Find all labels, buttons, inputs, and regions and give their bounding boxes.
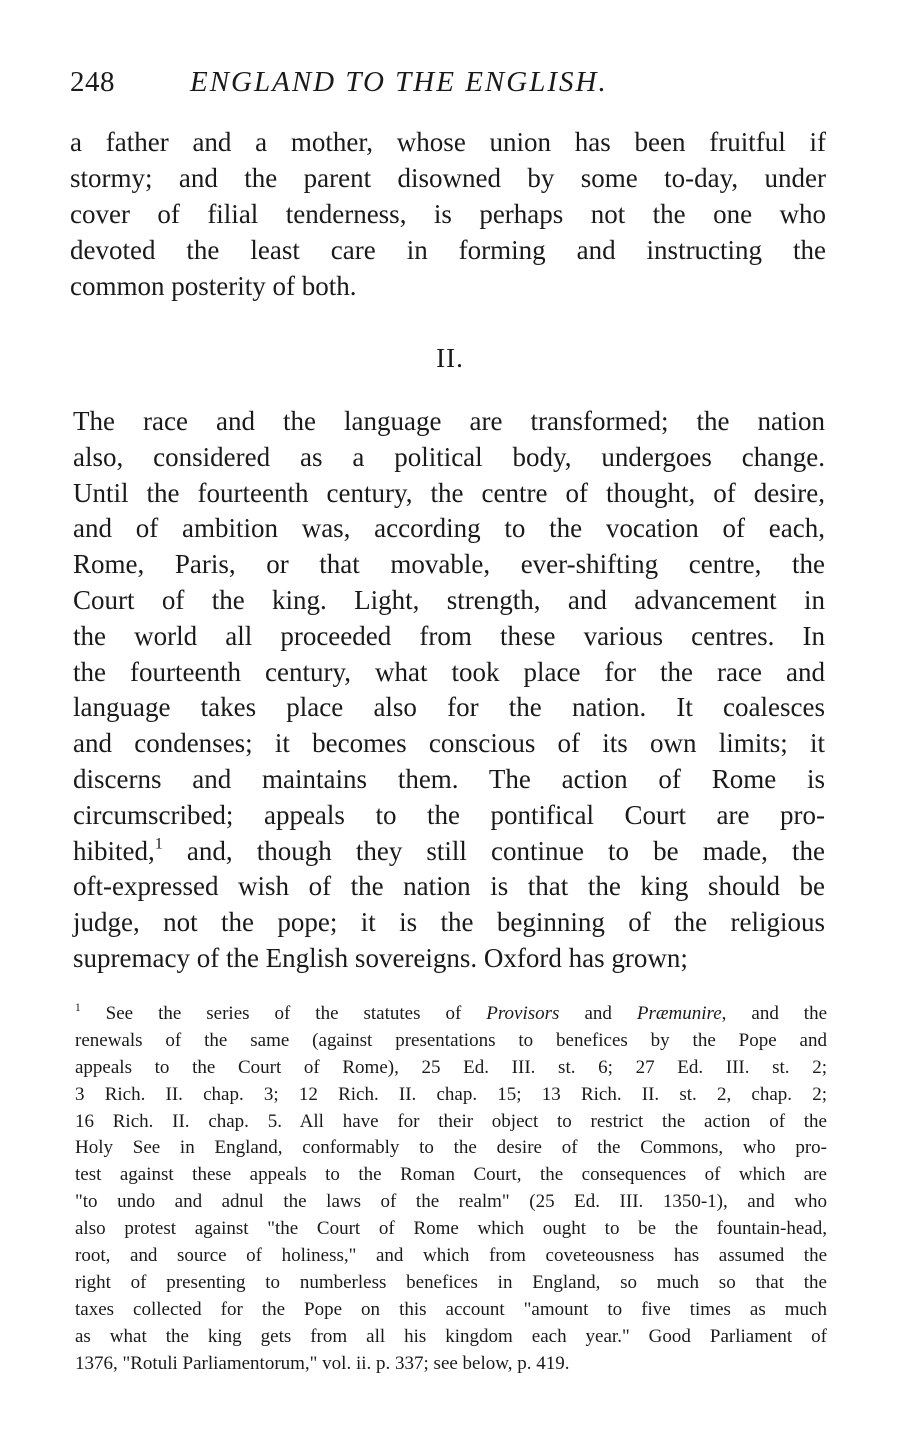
footnote-line: right of presenting to numberless benefices in England, so much so that the	[75, 1271, 827, 1293]
footnote-line: 1376, "Rotuli Parliamentorum," vol. ii. p. 337; see below, p. 419.	[75, 1352, 570, 1374]
running-title: ENGLAND TO THE ENGLISH.	[190, 66, 608, 98]
statute-title-praemunire: Præmunire	[636, 1003, 722, 1024]
text-line: also, considered as a political body, undergoes change.	[73, 441, 825, 472]
running-head	[70, 62, 830, 102]
text-line: devoted the least care in forming and instructing the	[70, 235, 826, 265]
footnote-line: appeals to the Court of Rome), 25 Ed. III. st. 6; 27 Ed. III. st. 2;	[75, 1056, 827, 1078]
text-line: Rome, Paris, or that movable, ever-shifting centre, the	[73, 549, 825, 580]
footnote-line: taxes collected for the Pope on this account "amount to five times as much	[75, 1298, 827, 1320]
main-paragraph	[73, 404, 825, 977]
continuation-paragraph	[70, 124, 826, 304]
footnote-line: as what the king gets from all his kingdom each year." Good Parliament of	[75, 1325, 827, 1347]
footnote-reference[interactable]: 1	[154, 834, 163, 853]
page-number: 248	[70, 66, 115, 98]
footnote-line: "to undo and adnul the laws of the realm" (25 Ed. III. 1350-1), and who	[75, 1191, 827, 1213]
text-line: the fourteenth century, what took place for the race and	[73, 656, 825, 687]
footnote-marker: 1	[75, 1002, 81, 1015]
footnote-line: 16 Rich. II. chap. 5. All have for their object to restrict the action of the	[75, 1110, 827, 1132]
text-line: stormy; and the parent disowned by some to-day, under	[70, 163, 826, 193]
text-line: cover of filial tenderness, is perhaps not the one who	[70, 199, 826, 229]
footnote-line: 3 Rich. II. chap. 3; 12 Rich. II. chap. 15; 13 Rich. II. st. 2, chap. 2;	[75, 1083, 827, 1105]
footnote-line: also protest against "the Court of Rome which ought to be the fountain-head,	[75, 1218, 827, 1240]
text-fragment: See the series of the statutes of	[80, 1003, 487, 1024]
footnote-line: root, and source of holiness," and which from coveteousness has assumed the	[75, 1245, 827, 1267]
footnote-line: renewals of the same (against presentations to benefices by the Pope and	[75, 1029, 827, 1051]
footnote-line: test against these appeals to the Roman Court, the consequences of which are	[75, 1164, 827, 1186]
text-fragment: and, though they still continue to be made, the	[162, 835, 825, 866]
text-line: Court of the king. Light, strength, and advancement in	[73, 584, 825, 615]
text-fragment: , and the	[721, 1003, 827, 1024]
text-line: and condenses; it becomes conscious of its own limits; it	[73, 728, 825, 759]
text-fragment: hibited,	[73, 835, 155, 866]
text-fragment: and	[559, 1003, 637, 1024]
text-line: Until the fourteenth century, the centre of thought, of desire,	[73, 477, 825, 508]
text-line: circumscribed; appeals to the pontifical Court are pro-	[73, 799, 825, 830]
footnote-line: Holy See in England, conformably to the desire of the Commons, who pro-	[75, 1137, 827, 1159]
section-heading: II.	[436, 343, 464, 373]
text-line: the world all proceeded from these various centres. In	[73, 620, 825, 651]
text-line: a father and a mother, whose union has been fruitful if	[70, 127, 826, 157]
text-line: and of ambition was, according to the vocation of each,	[73, 513, 825, 544]
text-line: The race and the language are transformed; the nation	[73, 406, 825, 436]
text-line: oft-expressed wish of the nation is that the king should be	[73, 871, 825, 902]
text-line: supremacy of the English sovereigns. Oxford has grown;	[73, 942, 688, 973]
statute-title-provisors: Provisors	[486, 1003, 560, 1024]
text-line: common posterity of both.	[70, 271, 357, 301]
text-line: discerns and maintains them. The action of Rome is	[73, 763, 825, 794]
footnote	[75, 1001, 827, 1377]
text-line-with-footnote-ref	[73, 834, 825, 870]
footnote-line	[75, 1001, 827, 1028]
text-line: judge, not the pope; it is the beginning of the religious	[73, 907, 825, 938]
text-line: language takes place also for the nation. It coalesces	[73, 692, 825, 723]
